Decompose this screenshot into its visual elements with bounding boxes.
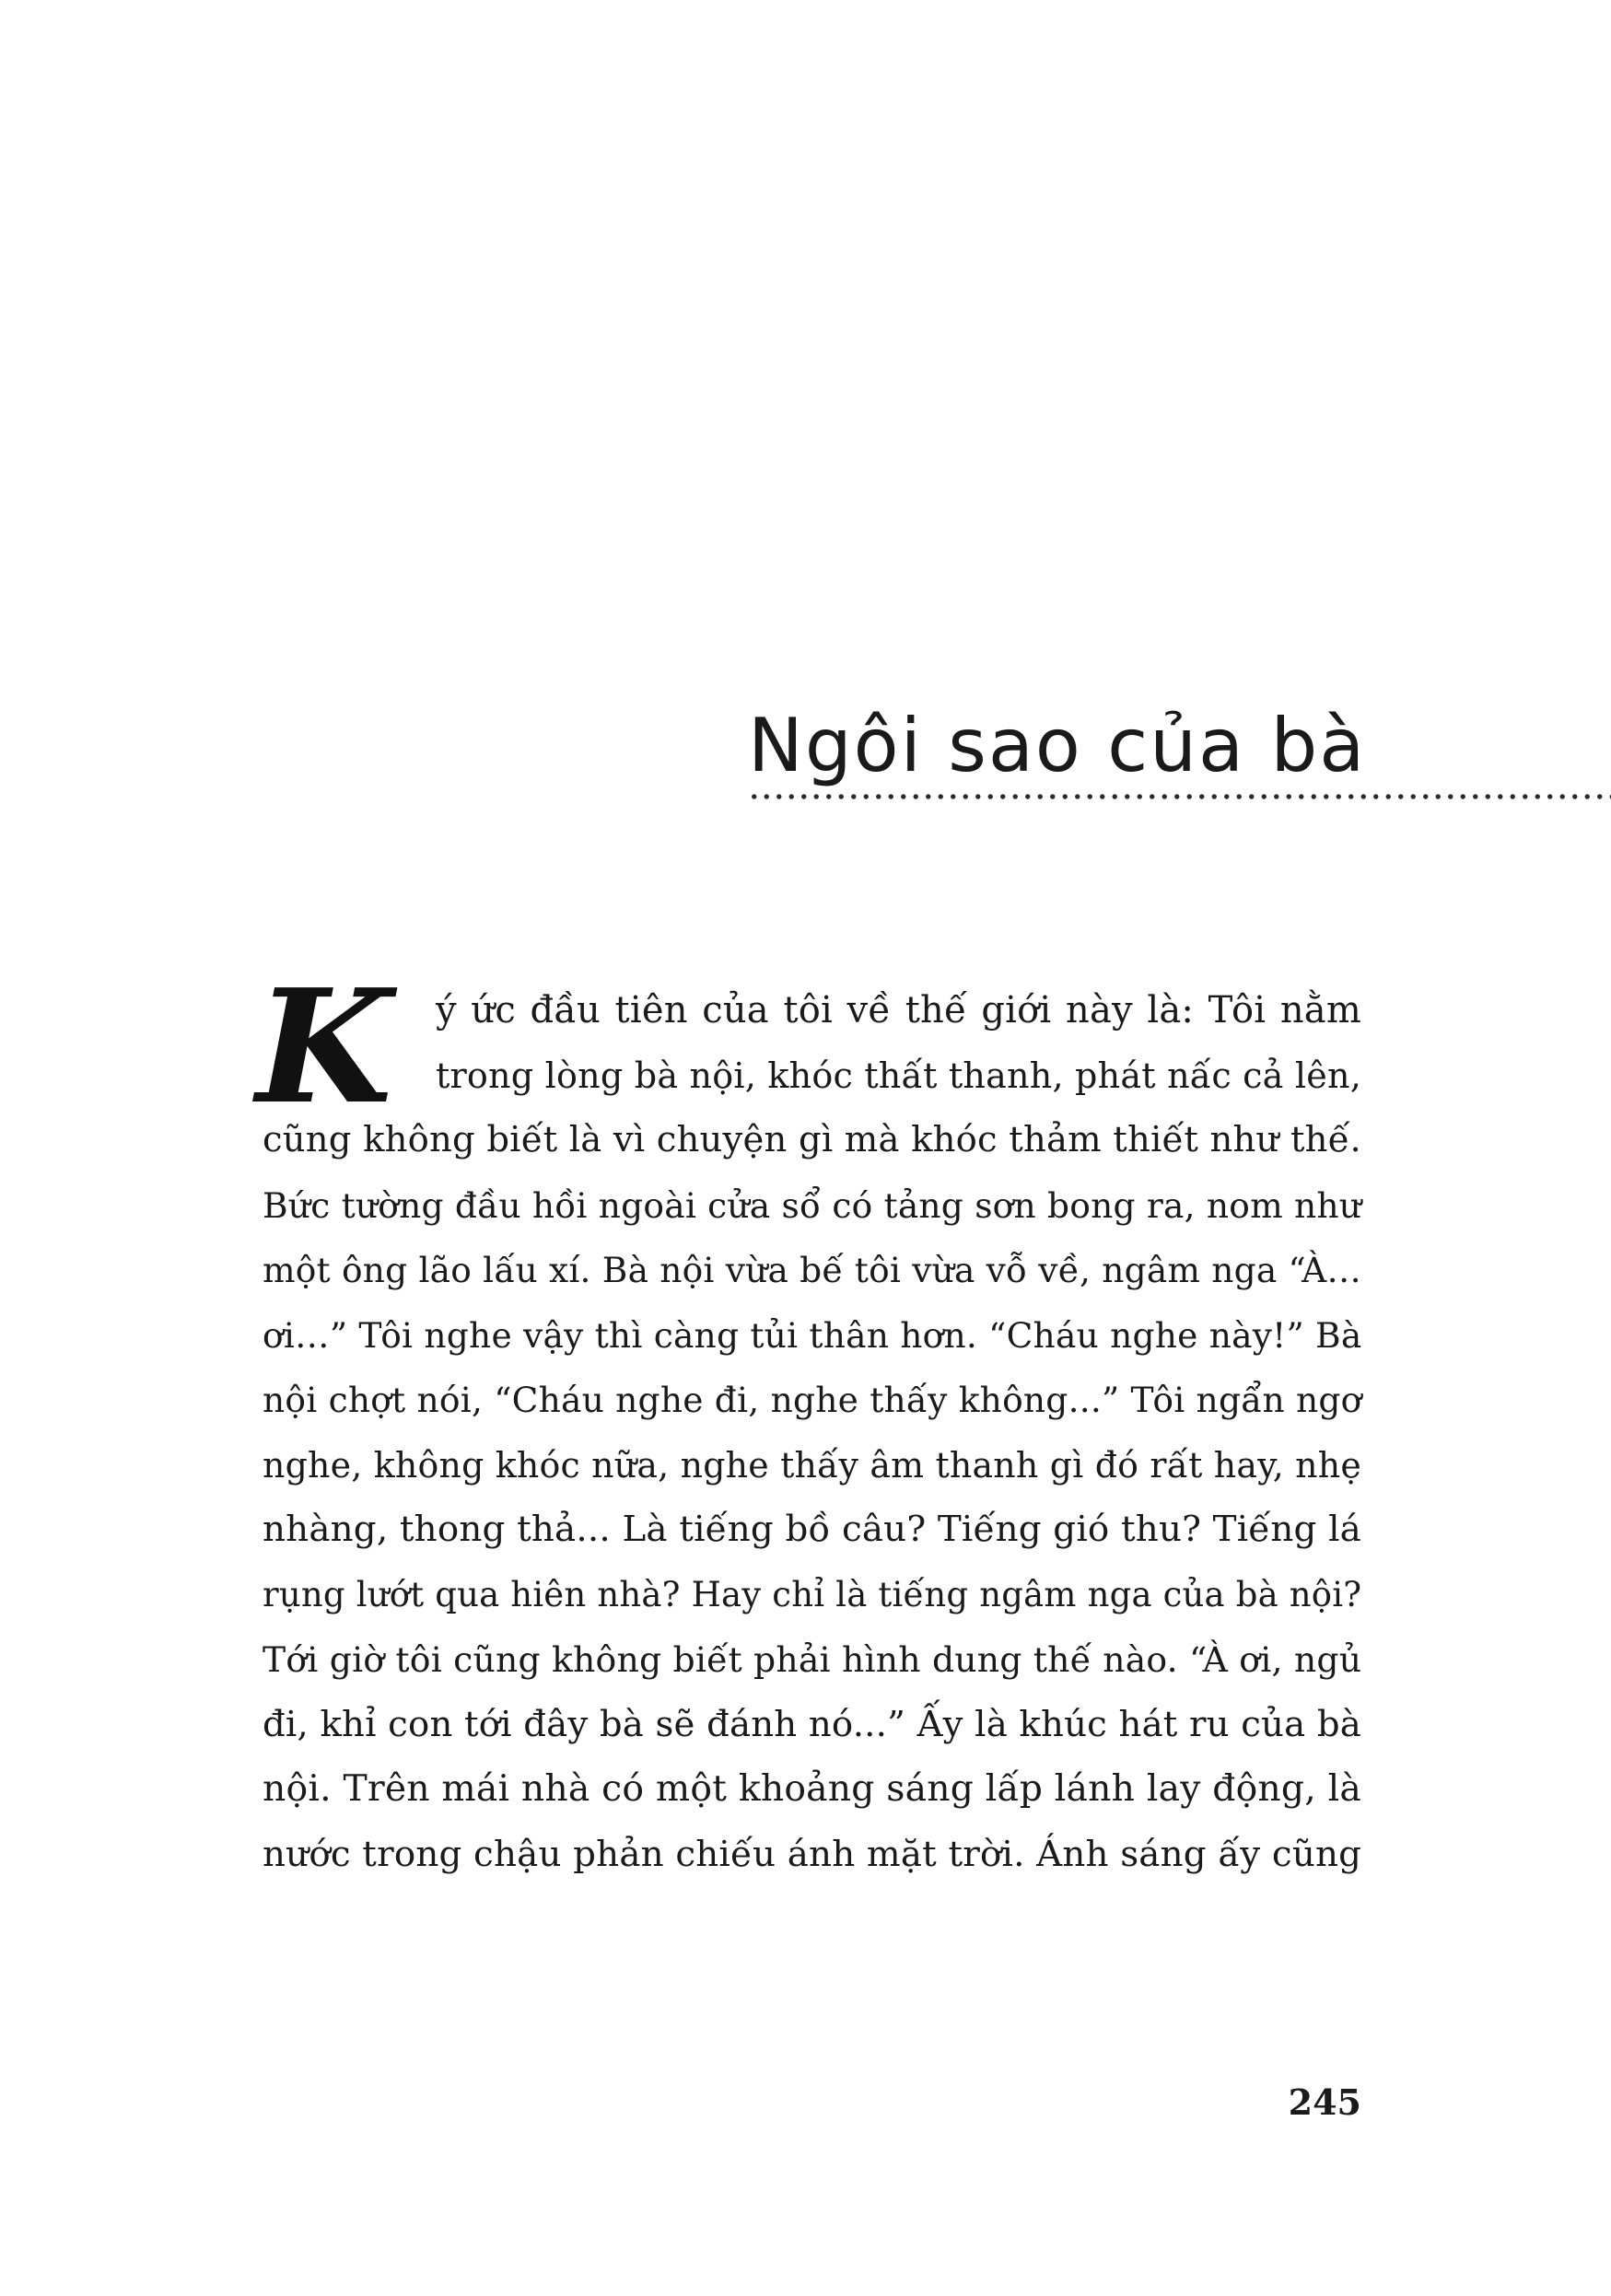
body-line: rụng lướt qua hiên nhà? Hay chỉ là tiếng ngâm nga của bà nội? xyxy=(263,1574,1362,1614)
chapter-title: Ngôi sao của bà xyxy=(748,703,1367,788)
body-line: nội chợt nói, “Cháu nghe đi, nghe thấy không...” Tôi ngẩn ngơ xyxy=(263,1380,1362,1420)
body-line: nghe, không khóc nữa, nghe thấy âm thanh gì đó rất hay, nhẹ xyxy=(263,1444,1361,1486)
body-line: Bức tường đầu hồi ngoài cửa sổ có tảng sơn bong ra, nom như xyxy=(263,1184,1362,1226)
body-line: trong lòng bà nội, khóc thất thanh, phát nấc cả lên, xyxy=(436,1055,1362,1096)
body-line: ơi…” Tôi nghe vậy thì càng tủi thân hơn. “Cháu nghe này!” Bà xyxy=(263,1314,1362,1356)
body-line: Tới giờ tôi cũng không biết phải hình dung thế nào. “À ơi, ngủ xyxy=(263,1639,1362,1680)
body-line: cũng không biết là vì chuyện gì mà khóc thảm thiết như thế. xyxy=(263,1119,1361,1160)
body-line: nhàng, thong thả... Là tiếng bồ câu? Tiếng gió thu? Tiếng lá xyxy=(263,1509,1361,1550)
page-number: 245 xyxy=(1288,2081,1361,2123)
body-line: nước trong chậu phản chiếu ánh mặt trời. Ánh sáng ấy cũng xyxy=(263,1833,1362,1875)
title-dotted-rule xyxy=(748,794,1611,799)
body-line: một ông lão lấu xí. Bà nội vừa bế tôi vừa vỗ về, ngâm nga “À… xyxy=(263,1250,1362,1290)
body-line: ý ức đầu tiên của tôi về thế giới này là: Tôi nằm xyxy=(436,989,1361,1031)
body-text xyxy=(263,978,1361,1887)
body-line: đi, khỉ con tới đây bà sẽ đánh nó...” Ấy là khúc hát ru của bà xyxy=(263,1703,1361,1745)
drop-cap-glyph: K xyxy=(256,965,392,1131)
body-line: nội. Trên mái nhà có một khoảng sáng lấp lánh lay động, là xyxy=(263,1768,1361,1810)
